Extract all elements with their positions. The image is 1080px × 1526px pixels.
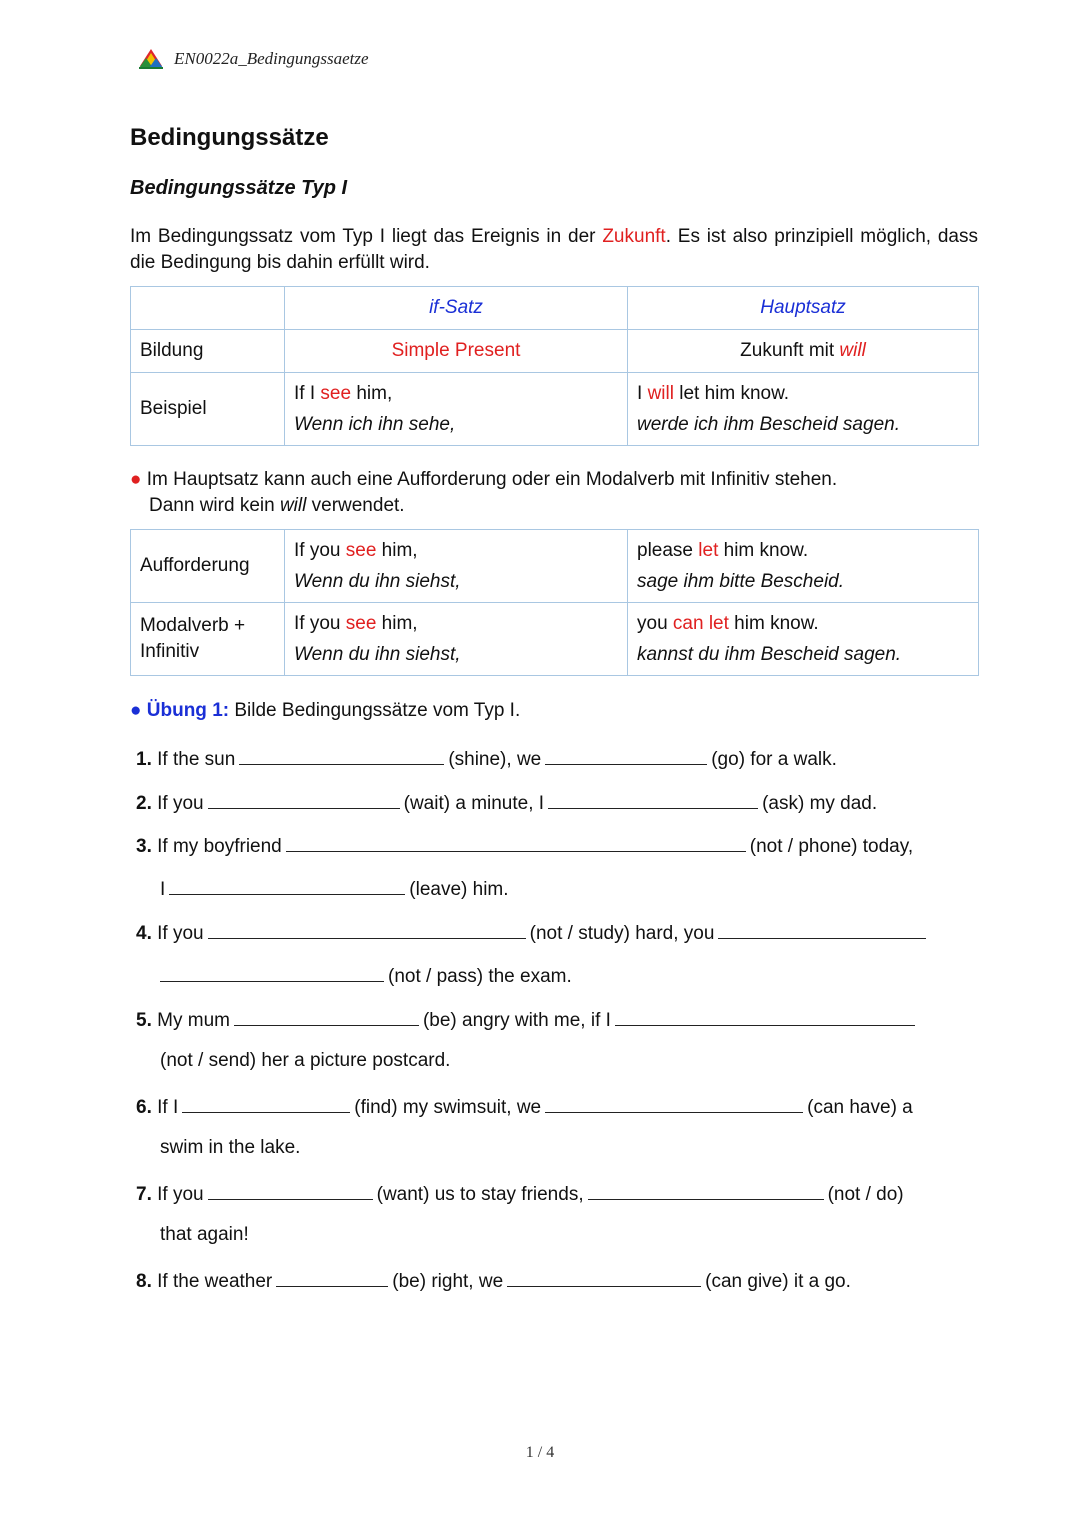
table-cell: Simple Present (285, 330, 628, 373)
answer-blank[interactable] (182, 1094, 350, 1113)
exercise-item-1 (136, 746, 837, 771)
cell-translation: kannst du ihm Bescheid sagen. (637, 644, 902, 665)
exercise-item-6-cont (160, 1137, 300, 1159)
alternatives-table (130, 529, 979, 676)
item-number: 8. (136, 1271, 152, 1292)
cell-text: If I (294, 383, 321, 404)
item-text: (find) my swimsuit, we (354, 1097, 542, 1118)
table-row (131, 603, 979, 676)
table-row (131, 530, 979, 603)
exercise-item-3 (136, 833, 913, 858)
exercise-item-5-cont (160, 1050, 450, 1072)
cell-text: I (637, 383, 648, 404)
answer-blank[interactable] (234, 1007, 419, 1026)
answer-blank[interactable] (548, 790, 758, 809)
note-paragraph (130, 467, 978, 519)
item-text: swim in the lake. (160, 1137, 301, 1158)
cell-text: If you (294, 613, 346, 634)
answer-blank[interactable] (588, 1181, 824, 1200)
note-text-line2 (130, 493, 978, 519)
intro-paragraph (130, 224, 978, 276)
exercise-item-7-cont (160, 1224, 249, 1246)
note-text: verwendet. (306, 495, 405, 516)
cell-text: If you (294, 540, 346, 561)
answer-blank[interactable] (276, 1268, 388, 1287)
answer-blank[interactable] (545, 1094, 803, 1113)
note-text: Im Hauptsatz kann auch eine Aufforderung oder ein Modalverb mit Infinitiv stehen. (146, 469, 838, 490)
item-text: If I (157, 1097, 179, 1118)
if-clause-header: if-Satz (285, 287, 628, 330)
cell-text: please (637, 540, 699, 561)
section-title: Bedingungssätze Typ I (130, 177, 348, 199)
item-text: that again! (160, 1224, 249, 1245)
item-number: 1. (136, 749, 152, 770)
row-label: Bildung (131, 330, 285, 373)
item-text: If you (157, 793, 204, 814)
answer-blank[interactable] (286, 833, 746, 852)
answer-blank[interactable] (507, 1268, 701, 1287)
item-text: (ask) my dad. (762, 793, 878, 814)
cell-text: him know. (728, 613, 819, 634)
item-text: (not / do) (827, 1184, 904, 1205)
item-text: (want) us to stay friends, (376, 1184, 584, 1205)
item-text: (not / study) hard, you (529, 923, 715, 944)
exercise-instruction: Bilde Bedingungssätze vom Typ I. (229, 700, 521, 721)
item-text: If the sun (157, 749, 236, 770)
cell-text: Modalverb + (140, 615, 246, 636)
item-text: If the weather (157, 1271, 273, 1292)
row-label: Aufforderung (131, 530, 285, 603)
table-cell (285, 373, 628, 446)
page-number: 1 / 4 (525, 1444, 555, 1461)
answer-blank[interactable] (208, 790, 400, 809)
cell-translation: werde ich ihm Bescheid sagen. (637, 414, 900, 435)
table-cell (628, 330, 979, 373)
exercise-item-3-cont (160, 876, 509, 901)
cell-highlight: can let (672, 613, 729, 634)
cell-highlight: see (320, 383, 352, 404)
answer-blank[interactable] (545, 746, 707, 765)
item-number: 2. (136, 793, 152, 814)
exercise-label: Übung 1: (146, 700, 230, 721)
item-text: (go) for a walk. (711, 749, 837, 770)
item-text: I (160, 879, 166, 900)
item-text: (not / phone) today, (749, 836, 914, 857)
table-cell (628, 373, 979, 446)
exercise-item-8 (136, 1268, 851, 1293)
table-cell (285, 530, 628, 603)
item-text: If my boyfriend (157, 836, 282, 857)
item-text: (not / send) her a picture postcard. (160, 1050, 451, 1071)
cell-text: him, (376, 540, 418, 561)
answer-blank[interactable] (718, 920, 926, 939)
type1-table (130, 286, 979, 446)
cell-translation: Wenn du ihn siehst, (294, 644, 461, 665)
item-number: 4. (136, 923, 152, 944)
exercise-item-5 (136, 1007, 919, 1032)
answer-blank[interactable] (160, 963, 384, 982)
item-number: 5. (136, 1010, 152, 1031)
table-cell (285, 603, 628, 676)
item-number: 3. (136, 836, 152, 857)
answer-blank[interactable] (208, 1181, 373, 1200)
cell-text: Zukunft mit (740, 340, 840, 361)
mountain-logo-icon (138, 48, 164, 70)
table-cell (628, 603, 979, 676)
item-text: (can have) a (807, 1097, 913, 1118)
item-text: (be) angry with me, if I (422, 1010, 611, 1031)
table-row (131, 287, 979, 330)
answer-blank[interactable] (169, 876, 405, 895)
item-number: 7. (136, 1184, 152, 1205)
cell-highlight: see (345, 613, 377, 634)
item-text: My mum (157, 1010, 230, 1031)
table-cell (628, 530, 979, 603)
answer-blank[interactable] (615, 1007, 915, 1026)
intro-text-end: . Es ist also prinzipiell möglich, dass die Bedingung bis dahin erfüllt wird. (130, 226, 978, 273)
main-clause-header: Hauptsatz (628, 287, 979, 330)
exercise-item-2 (136, 790, 877, 815)
item-text: (shine), we (448, 749, 542, 770)
row-label: Beispiel (131, 373, 285, 446)
item-text: (can give) it a go. (705, 1271, 851, 1292)
cell-text: him, (351, 383, 393, 404)
bullet-icon: ● (130, 700, 142, 721)
item-text: (leave) him. (409, 879, 509, 900)
exercise-item-6 (136, 1094, 913, 1119)
answer-blank[interactable] (208, 920, 526, 939)
cell-translation: Wenn du ihn siehst, (294, 571, 461, 592)
exercise-title (130, 700, 520, 722)
cell-highlight: see (345, 540, 377, 561)
table-cell (131, 287, 285, 330)
exercise-item-4 (136, 920, 930, 945)
note-emphasis: will (279, 495, 307, 516)
item-text: (wait) a minute, I (403, 793, 545, 814)
row-label (131, 603, 285, 676)
cell-highlight: let (698, 540, 719, 561)
answer-blank[interactable] (239, 746, 444, 765)
cell-highlight: will (839, 340, 866, 361)
note-text: Dann wird kein (149, 495, 280, 516)
page-title: Bedingungssätze (130, 124, 329, 151)
cell-text: you (637, 613, 673, 634)
cell-text: Infinitiv (140, 641, 200, 662)
cell-text: him, (376, 613, 418, 634)
item-text: (not / pass) the exam. (388, 966, 572, 987)
exercise-item-4-cont (156, 963, 572, 988)
table-row (131, 330, 979, 373)
item-text: If you (157, 1184, 204, 1205)
item-text: (be) right, we (392, 1271, 504, 1292)
intro-highlight: Zukunft (602, 226, 666, 247)
intro-text: Im Bedingungssatz vom Typ I liegt das Ereignis in der (130, 226, 603, 247)
cell-text: let him know. (673, 383, 790, 404)
cell-text: him know. (718, 540, 809, 561)
item-text: If you (157, 923, 204, 944)
table-row (131, 373, 979, 446)
exercise-item-7 (136, 1181, 904, 1206)
cell-translation: Wenn ich ihn sehe, (294, 414, 456, 435)
document-filename: EN0022a_Bedingungssaetze (174, 49, 369, 68)
cell-translation: sage ihm bitte Bescheid. (637, 571, 845, 592)
document-header (138, 48, 369, 70)
cell-highlight: will (647, 383, 674, 404)
item-number: 6. (136, 1097, 152, 1118)
bullet-icon: ● (130, 469, 142, 490)
